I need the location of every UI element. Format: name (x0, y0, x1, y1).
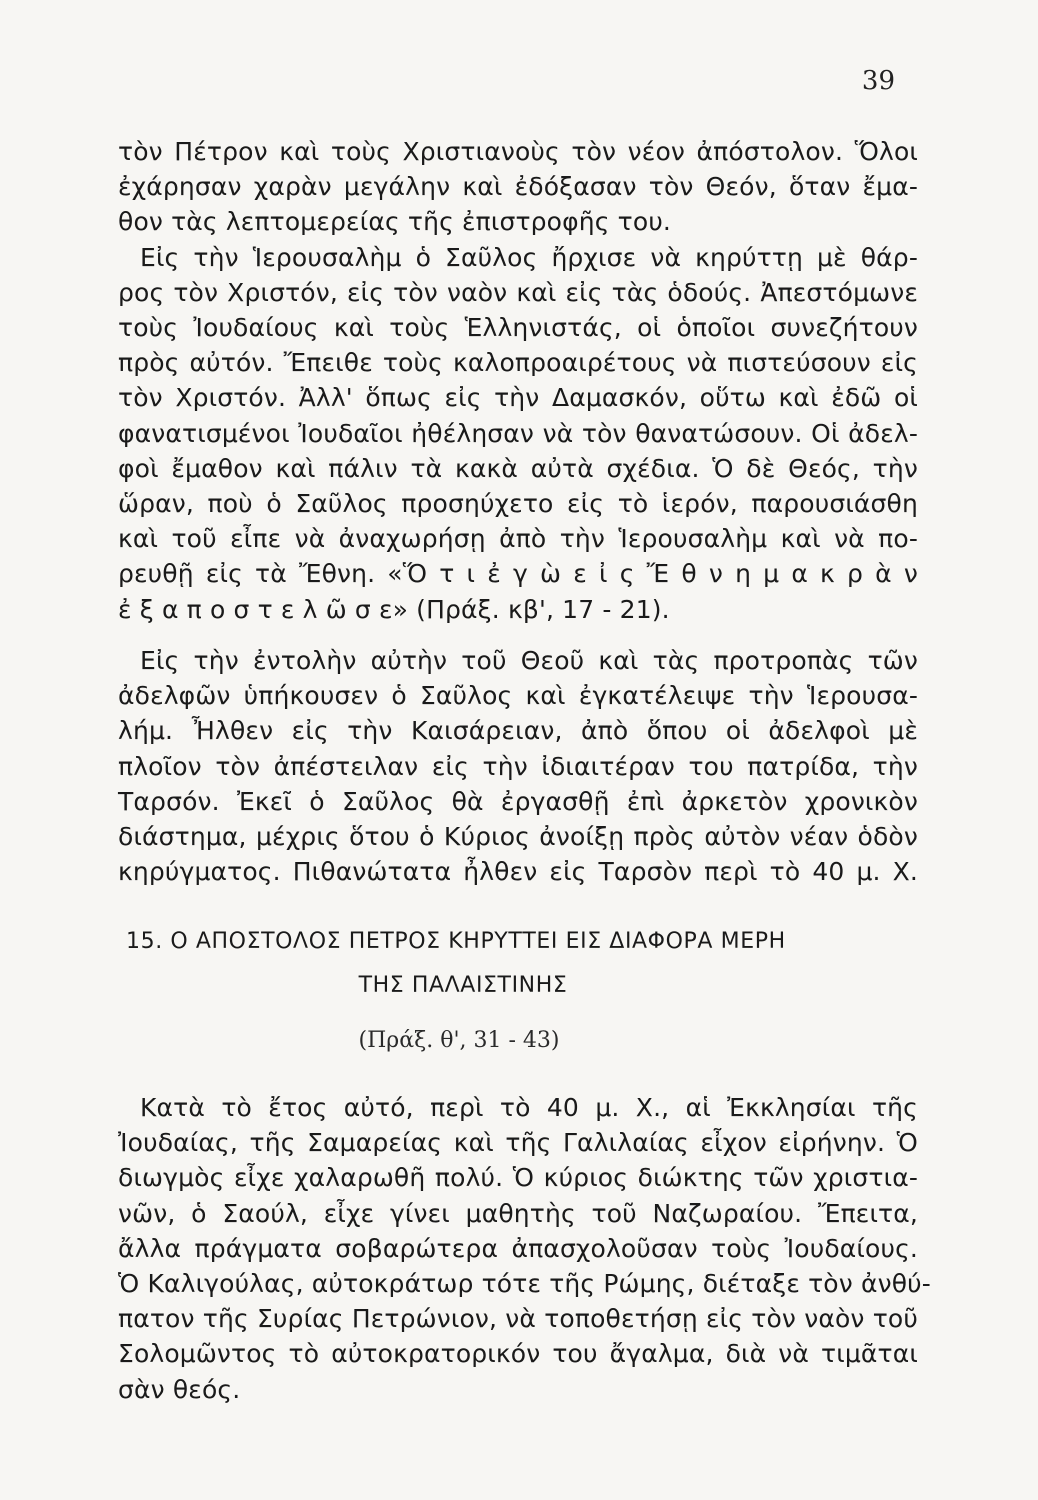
section-heading (118, 920, 918, 1008)
text-line: πατον τῆς Συρίας Πετρώνιον, νὰ τοποθετήσῃ εἰς τὸν ναὸν τοῦ (118, 1304, 918, 1334)
page-number: 39 (861, 66, 895, 96)
section-heading-line-two: ΤΗΣ ΠΑΛΑΙΣΤΙΝΗΣ (358, 973, 568, 998)
text-line: ἀδελφῶν ὑπήκουσεν ὁ Σαῦλος καὶ ἐγκατέλειψε τὴν Ἱερουσα- (118, 681, 918, 711)
paragraph-one (118, 134, 918, 627)
text-line: τὸν Πέτρον καὶ τοὺς Χριστιανοὺς τὸν νέον ἀπόστολον. Ὅλοι (118, 137, 918, 166)
text-line: ἐχάρησαν χαρὰν μεγάλην καὶ ἐδόξασαν τὸν Θεόν, ὅταν ἔμα- (118, 172, 918, 202)
text-line: φοὶ ἔμαθον καὶ πάλιν τὰ κακὰ αὐτὰ σχέδια. Ὁ δὲ Θεός, τὴν (118, 453, 918, 483)
text-line: ἐ ξ α π ο σ τ ε λ ῶ σ ε» (Πράξ. κβ', 17 - 21). (118, 594, 670, 624)
text-line: ρευθῇ εἰς τὰ Ἔθνη. «Ὅ τ ι ἐ γ ὼ ε ἰ ς Ἔ θ ν η μ α κ ρ ὰ ν (118, 559, 918, 589)
text-line: Σολομῶντος τὸ αὐτοκρατορικόν του ἄγαλμα, διὰ νὰ τιμᾶται (118, 1339, 918, 1369)
text-line: πλοῖον τὸν ἀπέστειλαν εἰς τὴν ἰδιαιτέραν του πατρίδα, τὴν (118, 751, 918, 781)
paragraph-two (118, 643, 918, 889)
text-line: θον τὰς λεπτομερείας τῆς ἐπιστροφῆς του. (118, 207, 672, 237)
text-line: ἄλλα πράγματα σοβαρώτερα ἀπασχολοῦσαν τοὺς Ἰουδαίους. (118, 1233, 918, 1263)
text-line: Ταρσόν. Ἐκεῖ ὁ Σαῦλος θὰ ἐργασθῇ ἐπὶ ἀρκετὸν χρονικὸν (118, 786, 918, 816)
text-line: Εἰς τὴν Ἱερουσαλὴμ ὁ Σαῦλος ἤρχισε νὰ κηρύττῃ μὲ θάρ- (140, 242, 918, 272)
text-line: πρὸς αὐτόν. Ἔπειθε τοὺς καλοπροαιρέτους νὰ πιστεύσουν εἰς (118, 348, 918, 378)
text-line: ρος τὸν Χριστόν, εἰς τὸν ναὸν καὶ εἰς τὰς ὁδούς. Ἀπεστόμωνε (118, 277, 918, 307)
text-line: Εἰς τὴν ἐντολὴν αὐτὴν τοῦ Θεοῦ καὶ τὰς προτροπὰς τῶν (140, 646, 918, 675)
text-line: λήμ. Ἦλθεν εἰς τὴν Καισάρειαν, ἀπὸ ὅπου οἱ ἀδελφοὶ μὲ (118, 716, 918, 746)
paragraph-three (118, 1090, 931, 1407)
text-line: ὥραν, ποὺ ὁ Σαῦλος προσηύχετο εἰς τὸ ἱερόν, παρουσιάσθη (118, 489, 918, 519)
text-line: κηρύγματος. Πιθανώτατα ἦλθεν εἰς Ταρσὸν περὶ τὸ 40 μ. Χ. (118, 857, 918, 887)
text-line: σὰν θεός. (118, 1374, 241, 1404)
text-line: Ὁ Καλιγούλας, αὐτοκράτωρ τότε τῆς Ρώμης, διέταξε τὸν ἀνθύ- (118, 1269, 931, 1299)
scripture-reference: (Πράξ. θ', 31 - 43) (358, 1028, 560, 1053)
text-line: διάστημα, μέχρις ὅτου ὁ Κύριος ἀνοίξῃ πρὸς αὐτὸν νέαν ὁδὸν (118, 822, 918, 852)
text-line: νῶν, ὁ Σαούλ, εἶχε γίνει μαθητὴς τοῦ Ναζωραίου. Ἔπειτα, (118, 1198, 918, 1228)
text-line: καὶ τοῦ εἶπε νὰ ἀναχωρήσῃ ἀπὸ τὴν Ἱερουσαλὴμ καὶ νὰ πο- (118, 524, 918, 554)
text-line: Κατὰ τὸ ἔτος αὐτό, περὶ τὸ 40 μ. Χ., αἱ Ἐκκλησίαι τῆς (140, 1093, 918, 1122)
text-line: τὸν Χριστόν. Ἀλλ' ὅπως εἰς τὴν Δαμασκόν, οὕτω καὶ ἐδῶ οἱ (118, 383, 918, 413)
text-line: Ἰουδαίας, τῆς Σαμαρείας καὶ τῆς Γαλιλαίας εἶχον εἰρήνην. Ὁ (118, 1128, 918, 1158)
text-line: τοὺς Ἰουδαίους καὶ τοὺς Ἑλληνιστάς, οἱ ὁποῖοι συνεζήτουν (118, 313, 918, 343)
text-line: φανατισμένοι Ἰουδαῖοι ἠθέλησαν νὰ τὸν θανατώσουν. Οἱ ἀδελ- (118, 418, 918, 448)
section-heading-line-one: 15. Ο ΑΠΟΣΤΟΛΟΣ ΠΕΤΡΟΣ ΚΗΡΥΤΤΕΙ ΕΙΣ ΔΙΑΦΟΡΑ ΜΕΡΗ (126, 929, 786, 954)
text-line: διωγμὸς εἶχε χαλαρωθῆ πολύ. Ὁ κύριος διώκτης τῶν χριστια- (118, 1163, 918, 1193)
